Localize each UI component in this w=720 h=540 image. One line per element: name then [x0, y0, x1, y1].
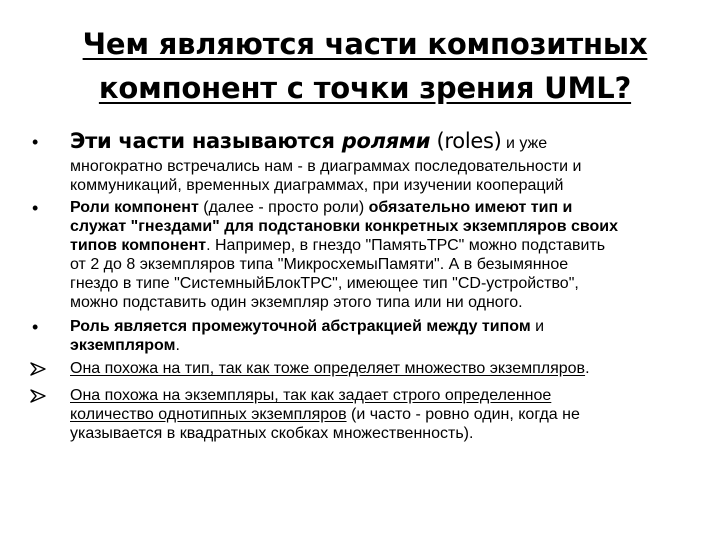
subbullet-2-underlined: количество однотипных экземпляров	[70, 406, 347, 423]
arrow-bullet-icon	[30, 362, 46, 376]
subbullet-1-underlined: Она похожа на тип, так как тоже определяет множество экземпляров	[70, 360, 586, 377]
subbullet-2-line-2	[70, 405, 580, 424]
subbullet-2-line-1: Она похожа на экземпляры, так как задает строго определенное	[70, 387, 552, 404]
subbullet-1-rest: .	[585, 360, 590, 377]
bullet-2-line-5: гнездо в типе "СистемныйБлокТРС", имеющее тип "CD-устройство",	[70, 275, 579, 292]
slide-title-line-1: Чем являются части композитных	[82, 27, 648, 61]
bullet-2-line-4: от 2 до 8 экземпляров типа "МикросхемыПамяти". А в безымянное	[70, 256, 569, 273]
subbullet-1-line-1	[70, 359, 590, 378]
bullet-3-line-2	[70, 336, 180, 355]
bullet-2-line-2: служат "гнездами" для подстановки конкретных экземпляров своих	[70, 218, 618, 235]
bullet-2-bold-1: Роли компонент	[70, 199, 199, 216]
bullet-2-bold-2: обязательно имеют тип и	[368, 199, 573, 216]
bullet-1-lead: Эти части называются	[70, 129, 342, 153]
bullet-2-rest: . Например, в гнездо "ПамятьТРС" можно подставить	[206, 237, 606, 254]
bullet-3-line-1	[70, 317, 544, 336]
slide-title	[40, 22, 690, 110]
slide-title-line-2: компонент с точки зрения UML?	[98, 71, 632, 105]
bullet-1-tail: и уже	[501, 135, 548, 152]
bullet-2-line-3	[70, 236, 605, 255]
subbullet-2-line-3: указывается в квадратных скобках множественность).	[70, 425, 474, 442]
bullet-2-bold-3: типов компонент	[70, 237, 207, 254]
bullet-3-rest-2: .	[175, 337, 180, 354]
bullet-marker: •	[32, 198, 39, 218]
arrow-bullet-icon	[30, 389, 46, 403]
bullet-1-italic-term: ролями	[341, 129, 431, 153]
bullet-3-bold: Роль является промежуточной абстракцией между типом	[70, 318, 531, 335]
bullet-marker: •	[32, 317, 39, 337]
bullet-1-paren: (roles)	[430, 129, 502, 153]
bullet-2-line-6: можно подставить один экземпляр этого типа или ни одного.	[70, 294, 523, 311]
bullet-marker: •	[32, 132, 39, 152]
bullet-3-bold-2: экземпляром	[70, 337, 176, 354]
bullet-1-line-2: многократно встречались нам - в диаграммах последовательности и	[70, 158, 582, 175]
bullet-1-line-1	[70, 129, 547, 153]
bullet-1-line-3: коммуникаций, временных диаграммах, при изучении коопераций	[70, 177, 564, 194]
bullet-2-mid: (далее - просто роли)	[198, 199, 369, 216]
bullet-2-line-1	[70, 198, 572, 217]
bullet-3-rest: и	[530, 318, 545, 335]
subbullet-2-rest: (и часто - ровно один, когда не	[346, 406, 580, 423]
